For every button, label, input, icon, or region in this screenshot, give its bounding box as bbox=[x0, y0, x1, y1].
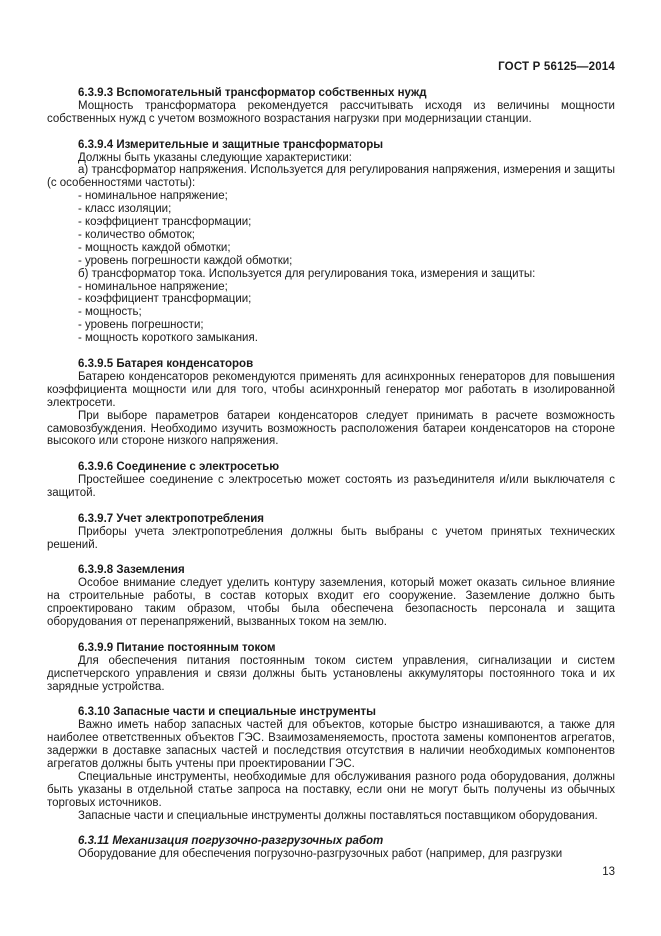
paragraph: Особое внимание следует уделить контуру заземления, который может оказать сильное влияние на строительные работы, в состав которых входит его сооружение. Заземление должно быть спроектировано таким образом, чтобы была обеспечена безопасность персонала и защита оборудования от перенапряжений, вызванных током на землю. bbox=[47, 577, 615, 629]
paragraph: а) трансформатор напряжения. Используется для регулирования напряжения, измерения и защиты (с особенностями частоты): bbox=[47, 164, 615, 190]
section-heading: 6.3.9.5 Батарея конденсаторов bbox=[78, 358, 254, 370]
paragraph: Важно иметь набор запасных частей для объектов, которые быстро изнашиваются, а также для наиболее ответственных объектов ГЭС. Взаимозаменяемость, простота замены компонентов агрегатов, задержки в доставке запасных частей и последствия отсутствия в наличии необходимых компонентов агрегатов должны быть учтены при проектировании ГЭС. bbox=[47, 719, 615, 771]
section-heading: 6.3.9.3 Вспомогательный трансформатор собственных нужд bbox=[78, 87, 427, 99]
section-heading: 6.3.9.9 Питание постоянным током bbox=[78, 641, 276, 654]
section-heading: 6.3.10 Запасные части и специальные инструменты bbox=[78, 706, 376, 719]
section-heading: 6.3.9.6 Соединение с электросетью bbox=[78, 461, 280, 474]
section-6-3-9-6 bbox=[47, 461, 615, 500]
list-item: - номинальное напряжение; bbox=[78, 280, 228, 293]
paragraph: Простейшее соединение с электросетью может состоять из разъединителя и/или выключателя с защитой. bbox=[47, 474, 615, 500]
paragraph: Приборы учета электропотребления должны быть выбраны с учетом принятых технических решений. bbox=[47, 525, 615, 551]
list-item: - мощность каждой обмотки; bbox=[78, 241, 231, 254]
section-6-3-9-4 bbox=[47, 139, 615, 346]
paragraph: Батарею конденсаторов рекомендуются применять для асинхронных генераторов для повышения коэффициента мощности или для того, чтобы асинхронный генератор мог работать в изолированной электросети. bbox=[47, 370, 615, 409]
section-heading: 6.3.9.8 Заземления bbox=[78, 564, 185, 577]
paragraph: При выборе параметров батареи конденсаторов следует принимать в расчете возможность самовозбуждения. Необходимо изучить возможность расположения батареи конденсаторов на стороне высокого или стороне низкого напряжения. bbox=[47, 409, 615, 448]
page-number: 13 bbox=[602, 866, 615, 878]
section-6-3-9-8 bbox=[47, 564, 615, 629]
section-6-3-9-9 bbox=[47, 642, 615, 694]
paragraph: Должны быть указаны следующие характеристики: bbox=[78, 151, 352, 164]
paragraph: Специальные инструменты, необходимые для обслуживания разного рода оборудования, должны быть указаны в отдельной статье запроса на поставку, если они не могут быть получены из обычных торговых источников. bbox=[47, 770, 615, 809]
section-6-3-11 bbox=[47, 835, 615, 861]
list-item: - класс изоляции; bbox=[78, 203, 172, 216]
doc-code: ГОСТ Р 56125—2014 bbox=[498, 61, 615, 73]
paragraph: Мощность трансформатора рекомендуется рассчитывать исходя из величины мощности собственных нужд с учетом возможного возрастания нагрузки при модернизации станции. bbox=[47, 99, 615, 125]
list-item: - мощность короткого замыкания. bbox=[78, 332, 258, 345]
list-item: - мощность; bbox=[78, 306, 142, 319]
paragraph: Оборудование для обеспечения погрузочно-разгрузочных работ (например, для разгрузки bbox=[78, 848, 563, 861]
section-heading: 6.3.9.4 Измерительные и защитные трансформаторы bbox=[78, 138, 384, 151]
list-item: - количество обмоток; bbox=[78, 228, 195, 241]
section-6-3-9-3 bbox=[47, 87, 615, 126]
list-item: - уровень погрешности каждой обмотки; bbox=[78, 254, 293, 267]
list-item: - уровень погрешности; bbox=[78, 319, 204, 332]
list-item: - коэффициент трансформации; bbox=[78, 293, 252, 306]
section-heading: 6.3.9.7 Учет электропотребления bbox=[78, 512, 264, 525]
paragraph: Для обеспечения питания постоянным током систем управления, сигнализации и систем диспетчерского управления и связи должны быть установлены аккумуляторы постоянного тока и их зарядные устройства. bbox=[47, 654, 615, 693]
list-item: - номинальное напряжение; bbox=[78, 190, 228, 203]
section-6-3-9-7 bbox=[47, 513, 615, 552]
document-header bbox=[47, 61, 615, 73]
section-heading: 6.3.11 Механизация погрузочно-разгрузочных работ bbox=[78, 835, 384, 848]
section-6-3-10 bbox=[47, 706, 615, 822]
document-content bbox=[47, 87, 615, 861]
list-item: - коэффициент трансформации; bbox=[78, 216, 252, 229]
paragraph: Запасные части и специальные инструменты должны поставляться поставщиком оборудования. bbox=[78, 809, 598, 822]
paragraph: б) трансформатор тока. Используется для регулирования тока, измерения и защиты: bbox=[78, 267, 536, 280]
section-6-3-9-5 bbox=[47, 358, 615, 448]
